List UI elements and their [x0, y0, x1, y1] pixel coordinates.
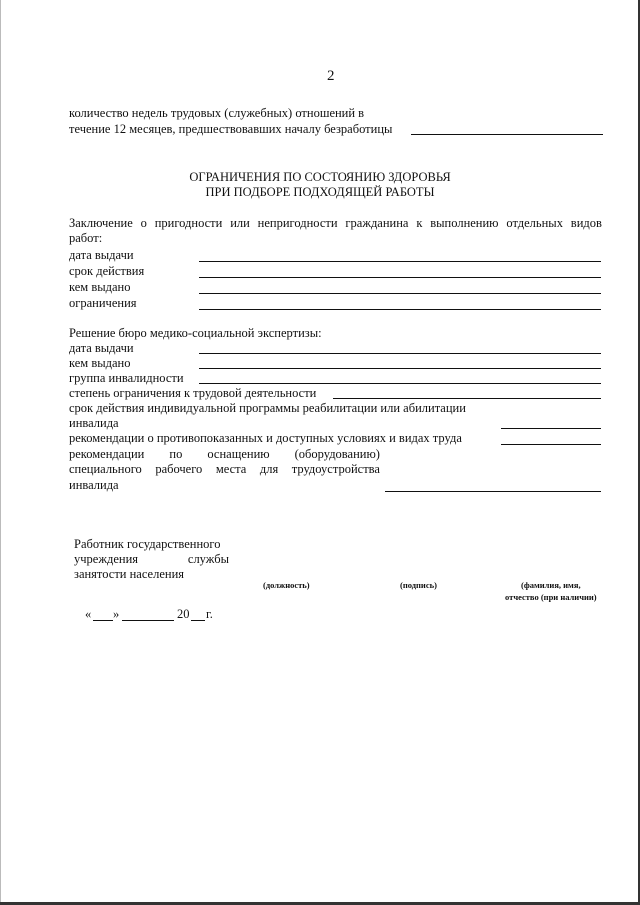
- worker-label-line2: [74, 552, 229, 567]
- bureau-disability-group-line[interactable]: [199, 383, 601, 384]
- position-caption: (должность): [263, 580, 310, 590]
- conclusion-word: о: [140, 216, 147, 230]
- conclusion-validity-label: срок действия: [69, 264, 145, 278]
- date-close-quote: »: [113, 607, 120, 621]
- rec-word: для: [259, 462, 279, 476]
- rec-word: рекомендации: [69, 447, 145, 461]
- date-year-line[interactable]: [191, 620, 205, 621]
- worker-label-line3: занятости населения: [74, 567, 185, 581]
- rec-word: оснащению: [207, 447, 270, 461]
- section-title-line1: ОГРАНИЧЕНИЯ ПО СОСТОЯНИЮ ЗДОРОВЬЯ: [189, 170, 451, 184]
- weeks-field-line[interactable]: [411, 134, 603, 135]
- bureau-work-restriction-label: степень ограничения к трудовой деятельности: [69, 386, 317, 400]
- conclusion-word: Заключение: [69, 216, 133, 230]
- date-year-prefix: 20: [177, 607, 190, 621]
- program-label-line2: инвалида: [69, 416, 119, 430]
- conclusion-issue-date-label: дата выдачи: [69, 248, 134, 262]
- rec-word: рабочего: [155, 462, 203, 476]
- fullname-caption-line1: (фамилия, имя,: [521, 580, 581, 590]
- section-title-line2: ПРИ ПОДБОРЕ ПОДХОДЯЩЕЙ РАБОТЫ: [205, 185, 435, 199]
- page-left-edge: [0, 0, 1, 905]
- conclusion-restrictions-label: ограничения: [69, 296, 137, 310]
- conclusion-word: непригодности: [257, 216, 338, 230]
- program-label-line1: срок действия индивидуальной программы реабилитации или абилитации: [69, 401, 466, 415]
- worker-word: учреждения: [74, 552, 139, 566]
- rec-word: места: [215, 462, 247, 476]
- weeks-label-line1: количество недель трудовых (служебных) отношений в: [69, 106, 365, 120]
- program-validity-line[interactable]: [501, 428, 601, 429]
- recommendations-conditions-label: рекомендации о противопоказанных и доступных условиях и видах труда: [69, 431, 462, 445]
- weeks-label-line2: течение 12 месяцев, предшествовавших началу безработицы: [69, 122, 393, 136]
- date-year-suffix: г.: [206, 607, 213, 621]
- conclusion-word: видов: [570, 216, 602, 230]
- worker-label-line1: Работник государственного: [74, 537, 221, 551]
- rec-word: специального: [69, 462, 142, 476]
- date-day-line[interactable]: [93, 620, 113, 621]
- bureau-work-restriction-line[interactable]: [333, 398, 601, 399]
- recommendations-equipment-line[interactable]: [385, 491, 601, 492]
- recommendations-conditions-line[interactable]: [501, 444, 601, 445]
- bureau-issue-date-line[interactable]: [199, 353, 601, 354]
- bureau-disability-group-label: группа инвалидности: [69, 371, 184, 385]
- recommendations-workplace-label: [69, 462, 380, 477]
- recommendations-equipment-label: [69, 447, 380, 462]
- bureau-issue-date-label: дата выдачи: [69, 341, 134, 355]
- bureau-issuer-label: кем выдано: [69, 356, 131, 370]
- page-number: 2: [327, 68, 335, 84]
- conclusion-issuer-line[interactable]: [199, 293, 601, 294]
- conclusion-issuer-label: кем выдано: [69, 280, 131, 294]
- conclusion-word: выполнению: [430, 216, 499, 230]
- conclusion-word: к: [416, 216, 423, 230]
- conclusion-intro: [69, 216, 602, 231]
- conclusion-word: или: [230, 216, 250, 230]
- bureau-intro: Решение бюро медико-социальной экспертизы:: [69, 326, 322, 340]
- worker-word: службы: [187, 552, 229, 566]
- conclusion-word: пригодности: [154, 216, 223, 230]
- fullname-caption-line2: отчество (при наличии): [505, 592, 597, 602]
- rec-word: (оборудованию): [294, 447, 380, 461]
- conclusion-word: отдельных: [506, 216, 563, 230]
- rec-word: трудоустройства: [291, 462, 380, 476]
- recommendations-disabled-label: инвалида: [69, 478, 119, 492]
- conclusion-word: гражданина: [345, 216, 409, 230]
- conclusion-restrictions-line[interactable]: [199, 309, 601, 310]
- signature-caption: (подпись): [400, 580, 437, 590]
- rec-word: по: [169, 447, 183, 461]
- conclusion-intro-line2: работ:: [69, 231, 103, 245]
- conclusion-issue-date-line[interactable]: [199, 261, 601, 262]
- date-month-line[interactable]: [122, 620, 174, 621]
- bureau-issuer-line[interactable]: [199, 368, 601, 369]
- conclusion-validity-line[interactable]: [199, 277, 601, 278]
- date-open-quote: «: [85, 607, 92, 621]
